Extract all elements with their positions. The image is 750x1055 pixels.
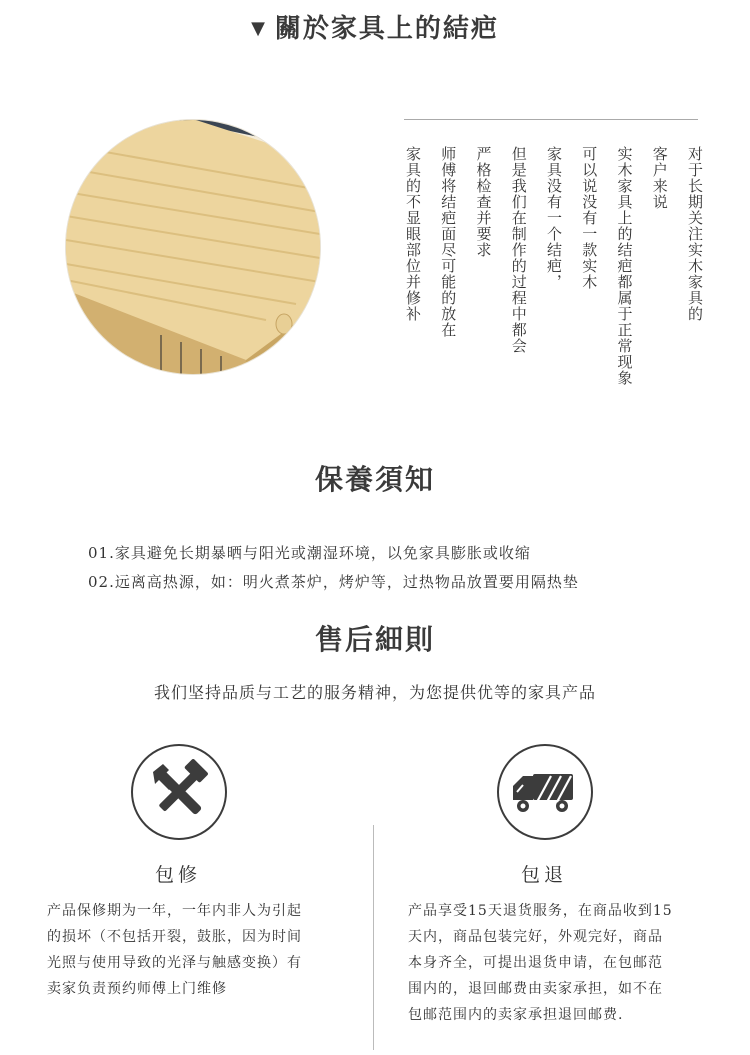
knots-text-column: 家具的不显眼部位并修补 xyxy=(404,146,422,322)
description-line: 围内的，退回邮费由卖家承担，如不在 xyxy=(408,981,663,997)
care-section-title: 保養須知 xyxy=(314,463,435,496)
repair-service-title: 包修 xyxy=(155,864,202,886)
care-notes-list xyxy=(88,541,579,599)
description-line: 光照与使用导致的光泽与触感变换）有 xyxy=(47,955,302,971)
description-line: 产品保修期为一年，一年内非人为引起 xyxy=(47,903,302,919)
knots-text-column: 对于长期关注实木家具的 xyxy=(686,146,704,322)
knots-text-column: 但是我们在制作的过程中都会 xyxy=(509,146,528,354)
knots-text-column: 师傅将结疤面尽可能的放在 xyxy=(439,146,458,338)
care-note-item: 01.家具避免长期暴晒与阳光或潮湿环境，以免家具膨胀或收缩 xyxy=(88,544,531,562)
service-slogan: 我们坚持品质与工艺的服务精神，为您提供优等的家具产品 xyxy=(153,683,596,702)
wood-table-illustration xyxy=(66,120,320,374)
return-service-title: 包退 xyxy=(521,864,568,886)
wood-table-image xyxy=(66,120,320,374)
description-line: 卖家负责预约师傅上门维修 xyxy=(47,981,227,997)
divider-line xyxy=(404,119,698,120)
knots-text-column: 客户来说 xyxy=(650,146,669,210)
knots-title-text: 關於家具上的結疤 xyxy=(274,14,499,44)
knots-section-title xyxy=(0,8,750,45)
tools-icon xyxy=(131,744,227,840)
description-line: 产品享受15天退货服务，在商品收到15 xyxy=(408,903,673,919)
knots-vertical-text xyxy=(404,146,704,426)
after-sales-section-title: 售后細則 xyxy=(314,623,435,656)
description-line: 天内，商品包装完好，外观完好，商品 xyxy=(408,929,663,945)
knots-text-column: 实木家具上的结疤都属于正常现象 xyxy=(615,146,634,386)
column-divider xyxy=(373,825,374,1050)
description-line: 包邮范围内的卖家承担退回邮费. xyxy=(408,1007,624,1023)
care-note-item: 02.远离高热源，如：明火煮茶炉，烤炉等，过热物品放置要用隔热垫 xyxy=(88,573,579,591)
knots-text-column: 家具没有一个结疤， xyxy=(545,146,563,290)
description-line: 的损坏（不包括开裂，鼓胀，因为时间 xyxy=(47,929,302,945)
description-line: 本身齐全，可提出退货申请，在包邮范 xyxy=(408,955,663,971)
truck-icon xyxy=(497,744,593,840)
knots-text-column: 可以说没有一款实木 xyxy=(580,146,599,290)
knots-text-column: 严格检查并要求 xyxy=(474,146,493,258)
repair-service-description xyxy=(47,898,302,1002)
return-service-description xyxy=(408,898,673,1028)
triangle-down-icon: ▼ xyxy=(251,18,267,39)
